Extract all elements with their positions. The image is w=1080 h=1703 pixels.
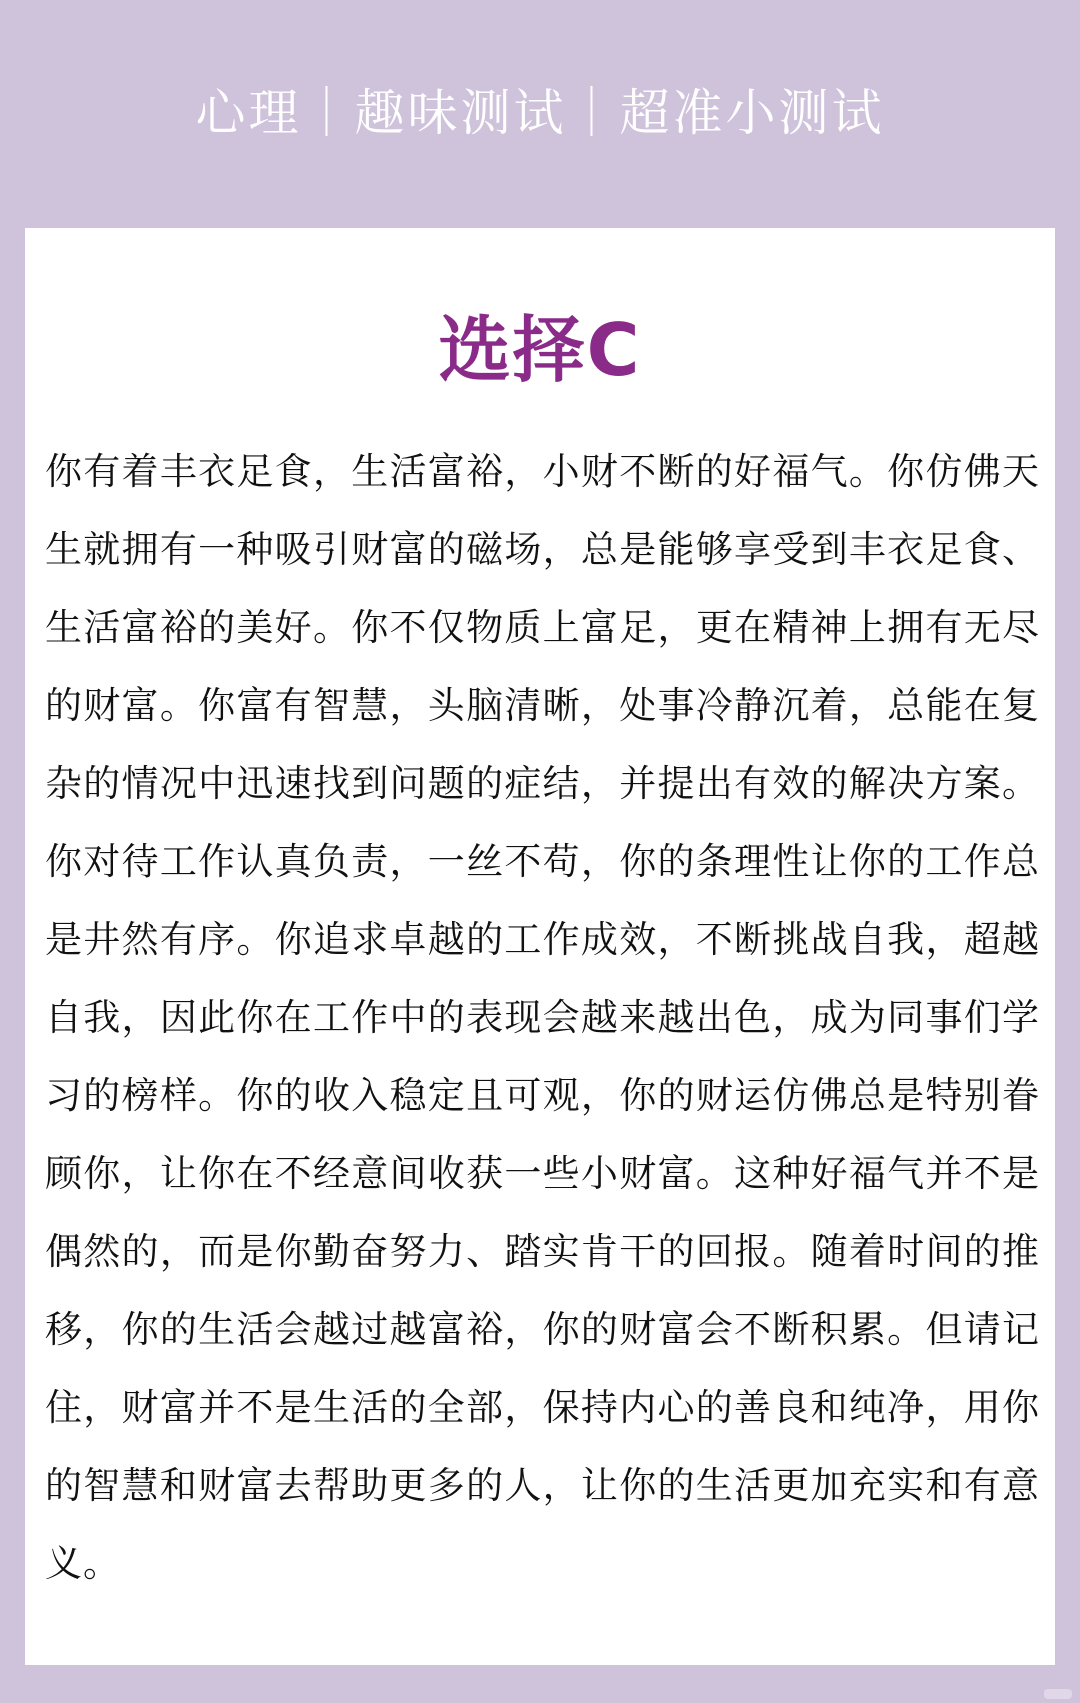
- card-body-text: 你有着丰衣足食，生活富裕，小财不断的好福气。你仿佛天生就拥有一种吸引财富的磁场，总是能够享受到丰衣足食、生活富裕的美好。你不仅物质上富足，更在精神上拥有无尽的财富。你富有智慧，头脑清晰，处事冷静沉着，总能在复杂的情况中迅速找到问题的症结，并提出有效的解决方案。你对待工作认真负责，一丝不苟，你的条理性让你的工作总是井然有序。你追求卓越的工作成效，不断挑战自我，超越自我，因此你在工作中的表现会越来越出色，成为同事们学习的榜样。你的收入稳定且可观，你的财运仿佛总是特别眷顾你，让你在不经意间收获一些小财富。这种好福气并不是偶然的，而是你勤奋努力、踏实肯干的回报。随着时间的推移，你的生活会越过越富裕，你的财富会不断积累。但请记住，财富并不是生活的全部，保持内心的善良和纯净，用你的智慧和财富去帮助更多的人，让你的生活更加充实和有意义。: [45, 450, 1040, 1585]
- header: [0, 0, 1080, 228]
- content-card: [25, 228, 1055, 1665]
- card-title: 选择C: [438, 308, 642, 392]
- watermark: [1044, 1689, 1072, 1699]
- header-title: 心理｜趣味测试｜超准小测试: [195, 84, 885, 142]
